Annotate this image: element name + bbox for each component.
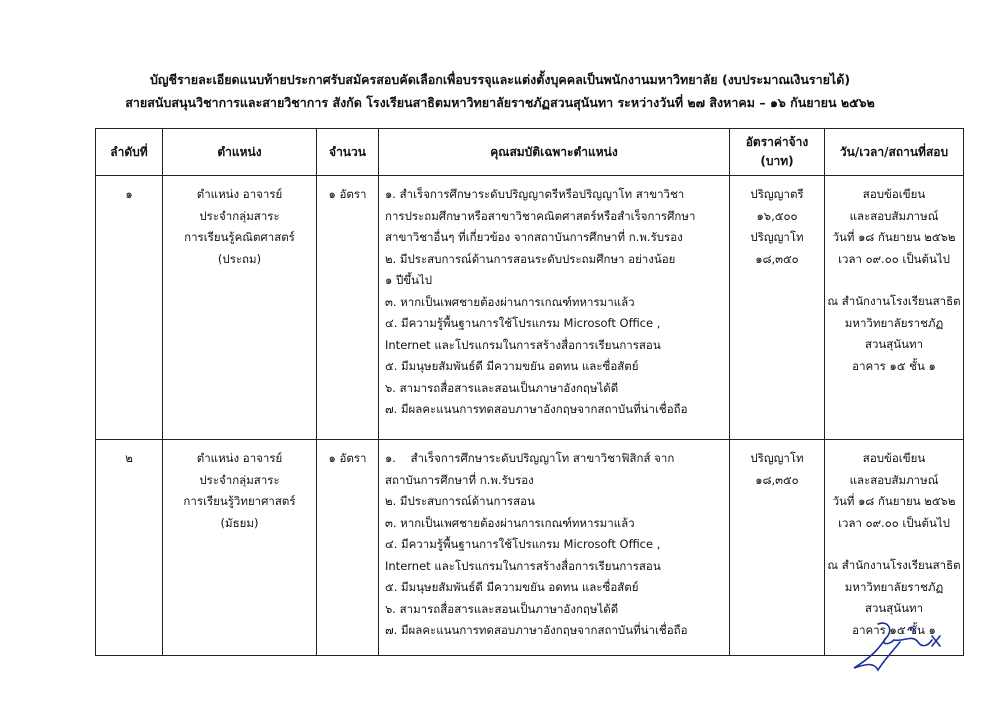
wage-line: ๑๘,๓๕๐: [755, 251, 799, 266]
wage-line: ๑๖,๕๐๐: [756, 208, 798, 223]
exam-line: และสอบสัมภาษณ์: [849, 472, 939, 487]
row-qualifications: [379, 176, 730, 440]
row-wage: [730, 440, 825, 656]
exam-line: ณ สำนักงานโรงเรียนสาธิต: [827, 294, 961, 308]
wage-line: ปริญญาตรี: [750, 187, 804, 201]
qualification-line: ๔. มีความรู้พื้นฐานการใช้โปรแกรม Microsoft Office ,: [385, 537, 661, 551]
position-line: ตำแหน่ง อาจารย์: [196, 451, 283, 465]
position-line: การเรียนรู้คณิตศาสตร์: [184, 230, 295, 244]
position-line: การเรียนรู้วิทยาศาสตร์: [183, 494, 296, 508]
exam-line: สอบข้อเขียน: [862, 451, 926, 465]
qualification-line: ๑. สำเร็จการศึกษาระดับปริญญาตรีหรือปริญญาโท สาขาวิชา: [385, 187, 685, 201]
wage-line: ปริญญาโท: [750, 230, 804, 244]
table-row: [96, 176, 964, 440]
header-count: จำนวน: [317, 129, 379, 176]
qualification-line: การประถมศึกษาหรือสาขาวิชาคณิตศาสตร์หรือสำเร็จการศึกษา: [385, 208, 696, 223]
position-line: ประจำกลุ่มสาระ: [199, 472, 280, 487]
qualification-line: ๕. มีมนุษยสัมพันธ์ดี มีความขยัน อดทน และซื่อสัตย์: [385, 359, 639, 373]
qualification-line: ๕. มีมนุษยสัมพันธ์ดี มีความขยัน อดทน และซื่อสัตย์: [385, 580, 639, 594]
qualification-line: ๑. สำเร็จการศึกษาระดับปริญญาโท สาขาวิชาฟิสิกส์ จาก: [385, 451, 675, 465]
exam-line: อาคาร ๑๕ ชั้น ๑: [852, 622, 936, 637]
positions-table: [95, 128, 964, 656]
qualification-line: สถาบันการศึกษาที่ ก.พ.รับรอง: [385, 472, 534, 487]
exam-spacer: [826, 270, 962, 291]
table-header-row: [96, 129, 964, 176]
exam-line: มหาวิทยาลัยราชภัฏสวนสุนันทา: [844, 315, 944, 351]
exam-line: มหาวิทยาลัยราชภัฏสวนสุนันทา: [844, 579, 944, 615]
header-exam: วัน/เวลา/สถานที่สอบ: [825, 129, 964, 176]
row-order: ๑: [96, 176, 163, 440]
wage-line: ปริญญาโท: [750, 451, 804, 465]
qualification-line: ๗. มีผลคะแนนการทดสอบภาษาอังกฤษจากสถาบันที่น่าเชื่อถือ: [385, 402, 688, 416]
row-count: ๑ อัตรา: [317, 176, 379, 440]
exam-line: เวลา ๐๙.๐๐ เป็นต้นไป: [838, 515, 950, 530]
qualification-line: ๖. สามารถสื่อสารและสอนเป็นภาษาอังกฤษได้ดี: [385, 601, 619, 616]
exam-spacer: [826, 534, 962, 555]
position-line: (ประถม): [217, 251, 262, 266]
exam-line: และสอบสัมภาษณ์: [849, 208, 939, 223]
qualification-line: ๒. มีประสบการณ์ด้านการสอนระดับประถมศึกษา อย่างน้อย: [385, 251, 676, 266]
handwritten-signature: [848, 612, 944, 674]
row-position: [163, 176, 317, 440]
qualification-line: ๔. มีความรู้พื้นฐานการใช้โปรแกรม Microsoft Office ,: [385, 316, 661, 330]
qualification-line: Internet และโปรแกรมในการสร้างสื่อการเรียนการสอน: [385, 558, 661, 573]
document-title-line1: บัญชีรายละเอียดแนบท้ายประกาศรับสมัครสอบคัดเลือกเพื่อบรรจุและแต่งตั้งบุคคลเป็นพนักงานมหาวิทยาลัย (งบประมาณเงินรายได้): [149, 72, 851, 87]
qualification-line: Internet และโปรแกรมในการสร้างสื่อการเรียนการสอน: [385, 337, 661, 352]
qualification-line: ๓. หากเป็นเพศชายต้องผ่านการเกณฑ์ทหารมาแล้ว: [385, 515, 635, 530]
row-exam: [825, 176, 964, 440]
header-order: ลำดับที่: [96, 129, 163, 176]
exam-line: อาคาร ๑๕ ชั้น ๑: [852, 358, 936, 373]
header-wage-line2: (บาท): [760, 154, 794, 168]
qualification-line: ๓. หากเป็นเพศชายต้องผ่านการเกณฑ์ทหารมาแล้ว: [385, 294, 635, 309]
exam-line: เวลา ๐๙.๐๐ เป็นต้นไป: [838, 251, 950, 266]
qualification-line: สาขาวิชาอื่นๆ ที่เกี่ยวข้อง จากสถาบันการศึกษาที่ ก.พ.รับรอง: [385, 230, 683, 244]
wage-line: ๑๘,๓๕๐: [755, 472, 799, 487]
header-wage: [730, 129, 825, 176]
document-title-line2: สายสนับสนุนวิชาการและสายวิชาการ สังกัด โรงเรียนสาธิตมหาวิทยาลัยราชภัฏสวนสุนันทา ระหว่างวันที่ ๒๗ สิงหาคม – ๑๖ กันยายน ๒๕๖๒: [125, 95, 875, 110]
row-wage: [730, 176, 825, 440]
qualification-line: ๗. มีผลคะแนนการทดสอบภาษาอังกฤษจากสถาบันที่น่าเชื่อถือ: [385, 623, 688, 637]
row-position: [163, 440, 317, 656]
position-line: ตำแหน่ง อาจารย์: [196, 187, 283, 201]
position-line: ประจำกลุ่มสาระ: [199, 208, 280, 223]
exam-line: ณ สำนักงานโรงเรียนสาธิต: [827, 558, 961, 572]
position-line: (มัธยม): [220, 515, 259, 530]
qualification-line: ๖. สามารถสื่อสารและสอนเป็นภาษาอังกฤษได้ดี: [385, 380, 619, 395]
header-position: ตำแหน่ง: [163, 129, 317, 176]
row-order: ๒: [96, 440, 163, 656]
qualification-line: ๑ ปีขึ้นไป: [385, 273, 433, 287]
exam-line: วันที่ ๑๘ กันยายน ๒๕๖๒: [832, 494, 956, 508]
exam-line: วันที่ ๑๘ กันยายน ๒๕๖๒: [832, 230, 956, 244]
row-count: ๑ อัตรา: [317, 440, 379, 656]
exam-line: สอบข้อเขียน: [862, 187, 926, 201]
header-wage-line1: อัตราค่าจ้าง: [745, 135, 809, 149]
row-qualifications: [379, 440, 730, 656]
header-qualifications: คุณสมบัติเฉพาะตำแหน่ง: [379, 129, 730, 176]
table-row: [96, 440, 964, 656]
qualification-line: ๒. มีประสบการณ์ด้านการสอน: [385, 494, 535, 508]
